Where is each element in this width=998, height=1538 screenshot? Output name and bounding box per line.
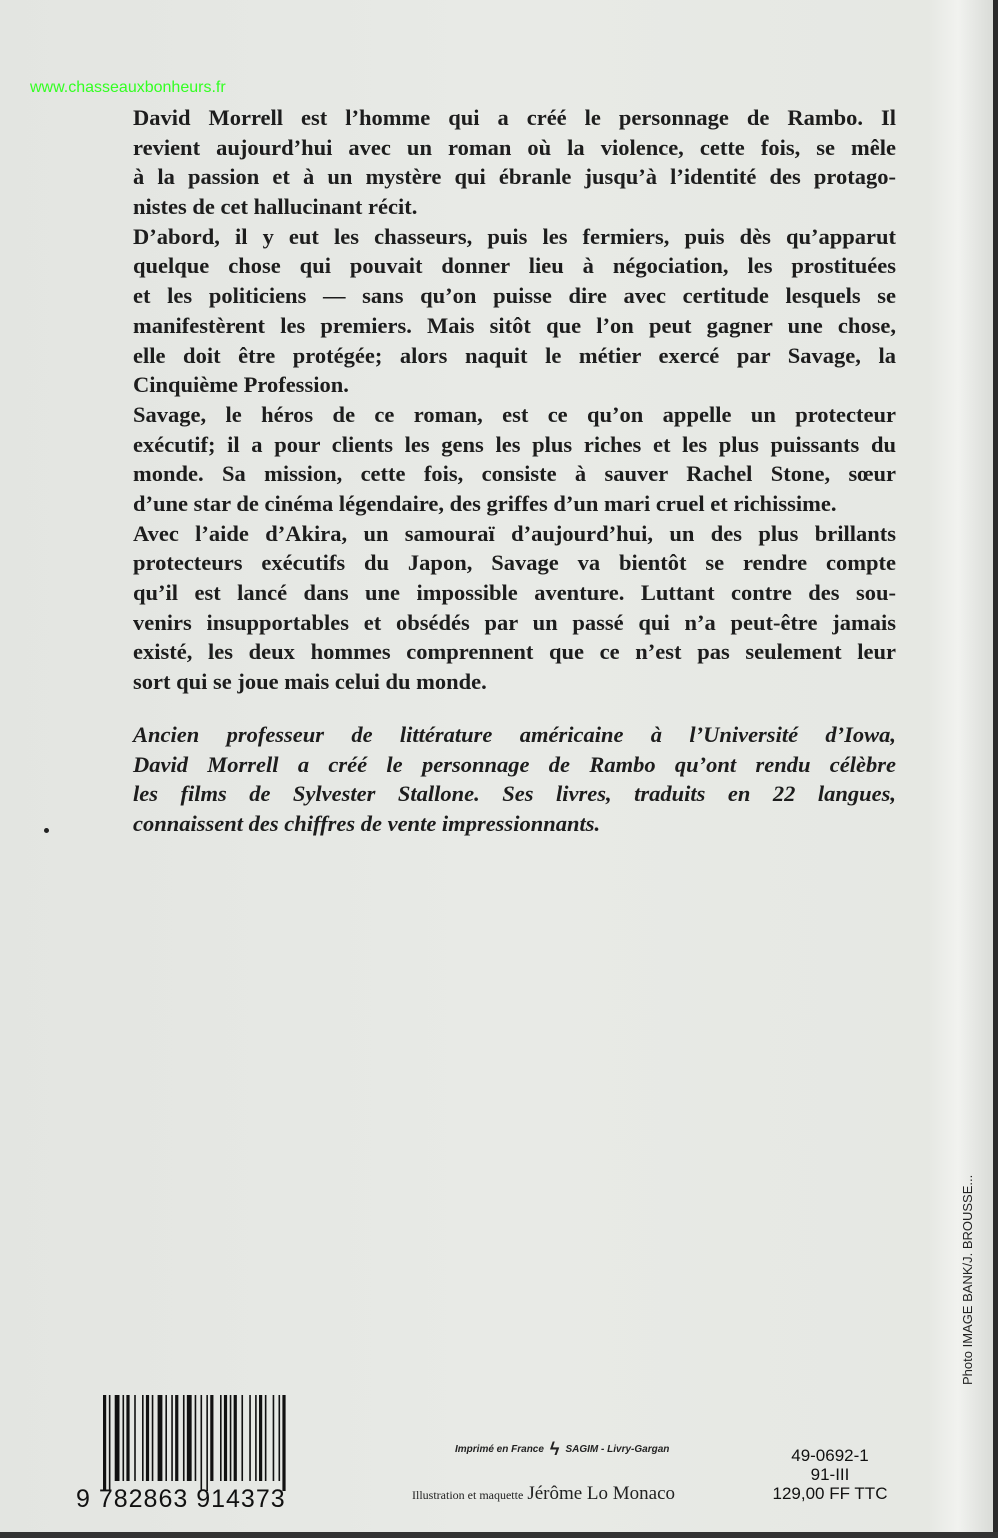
text-line: David Morrell est l’homme qui a créé le personnage de Rambo. Il bbox=[133, 105, 896, 130]
text-line: revient aujourd’hui avec un roman où la violence, cette fois, se mêle bbox=[133, 134, 896, 160]
text-line: exécutif; il a pour clients les gens les plus riches et les plus puissants du bbox=[133, 431, 896, 457]
price: 129,00 FF TTC bbox=[772, 1484, 888, 1503]
author-bio bbox=[133, 720, 896, 839]
barcode-bar bbox=[134, 1395, 136, 1481]
barcode-bar bbox=[234, 1395, 237, 1481]
barcode-bar bbox=[195, 1395, 197, 1481]
text-line: connaissent des chiffres de vente impressionnants. bbox=[133, 811, 601, 837]
page-bottom-edge bbox=[0, 1532, 998, 1538]
blurb-text bbox=[133, 103, 896, 697]
paragraph bbox=[133, 222, 896, 400]
printer-left: Imprimé en France bbox=[455, 1444, 544, 1456]
text-line: elle doit être protégée; alors naquit le métier exercé par Savage, la bbox=[133, 342, 896, 368]
series-code: 91-III bbox=[810, 1465, 850, 1484]
barcode-bar bbox=[259, 1395, 262, 1481]
barcode-bar bbox=[165, 1395, 167, 1481]
text-line: nistes de cet hallucinant récit. bbox=[133, 194, 418, 220]
text-line: à la passion et à un mystère qui ébranle jusqu’à l’identité des protago- bbox=[133, 164, 896, 190]
barcode-bar bbox=[187, 1395, 192, 1481]
printer-right: SAGIM - Livry-Gargan bbox=[565, 1444, 670, 1456]
barcode-bar bbox=[175, 1395, 178, 1481]
barcode-bar bbox=[103, 1395, 106, 1491]
watermark: www.chasseauxbonheurs.fr bbox=[30, 79, 226, 96]
barcode-bar bbox=[255, 1395, 257, 1481]
barcode-bar bbox=[282, 1395, 285, 1491]
printer-credit bbox=[455, 1439, 669, 1460]
paragraph bbox=[133, 400, 896, 519]
barcode-bar bbox=[109, 1395, 111, 1491]
text-line: protecteurs exécutifs du Japon, Savage va bientôt se rendre compte bbox=[133, 550, 896, 576]
barcode-bar bbox=[224, 1395, 227, 1481]
text-line: existé, les deux hommes comprennent que ce n’est pas seulement leur bbox=[133, 639, 896, 665]
barcode-bar bbox=[126, 1395, 129, 1481]
text-line: D’abord, il y eut les chasseurs, puis les fermiers, puis dès qu’apparut bbox=[133, 223, 896, 249]
barcode-bar bbox=[123, 1395, 125, 1481]
book-code: 49-0692-1 bbox=[791, 1446, 869, 1465]
text-line: et les politiciens — sans qu’on puisse dire avec certitude lesquels se bbox=[133, 283, 896, 309]
text-line: qu’il est lancé dans une impossible aventure. Luttant contre des sou- bbox=[133, 580, 896, 605]
barcode-bar bbox=[183, 1395, 185, 1481]
text-line: d’une star de cinéma légendaire, des griffes d’un mari cruel et richissime. bbox=[133, 490, 837, 516]
text-line: manifestèrent les premiers. Mais sitôt que l’on peut gagner une chose, bbox=[133, 312, 896, 338]
barcode-bar bbox=[265, 1395, 267, 1481]
speck bbox=[44, 828, 49, 833]
page-edge bbox=[993, 0, 998, 1538]
barcode-bar bbox=[158, 1395, 163, 1481]
barcode-bar bbox=[171, 1395, 173, 1481]
barcode-bar bbox=[241, 1395, 243, 1481]
text-line: Ancien professeur de littérature américaine à l’Université d’Iowa, bbox=[133, 722, 896, 747]
text-line: venirs insupportables et obsédés par un passé qui n’a peut-être jamais bbox=[133, 609, 896, 635]
text-line: monde. Sa mission, cette fois, consiste à sauver Rachel Stone, sœur bbox=[133, 461, 896, 487]
barcode-bar bbox=[201, 1395, 203, 1491]
barcode-bar bbox=[210, 1395, 213, 1481]
sagim-logo-icon: ϟ bbox=[549, 1439, 560, 1459]
photo-credit: Photo IMAGE BANK/J. BROUSSE... bbox=[960, 1174, 975, 1385]
barcode-digits: 9 782863 914373 bbox=[76, 1485, 286, 1513]
barcode-bar bbox=[249, 1395, 251, 1481]
text-line: David Morrell a créé le personnage de Rambo qu’ont rendu célèbre bbox=[133, 751, 896, 777]
text-line: quelque chose qui pouvait donner lieu à négociation, les prostituées bbox=[133, 253, 896, 279]
barcode-bar bbox=[115, 1395, 120, 1481]
paragraph bbox=[133, 519, 896, 697]
barcode-bar bbox=[142, 1395, 144, 1481]
barcode-bar bbox=[146, 1395, 149, 1481]
book-codes bbox=[760, 1446, 900, 1503]
barcode bbox=[103, 1395, 286, 1491]
text-line: Savage, le héros de ce roman, est ce qu’on appelle un protecteur bbox=[133, 401, 896, 427]
barcode-bar bbox=[279, 1395, 281, 1481]
illustrator-name: Jérôme Lo Monaco bbox=[527, 1483, 676, 1504]
text-line: sort qui se joue mais celui du monde. bbox=[133, 669, 487, 695]
barcode-bar bbox=[152, 1395, 154, 1481]
illustration-credit bbox=[412, 1483, 675, 1505]
text-line: Cinquième Profession. bbox=[133, 372, 349, 398]
text-line: Avec l’aide d’Akira, un samouraï d’aujourd’hui, un des plus brillants bbox=[133, 520, 896, 546]
barcode-bar bbox=[273, 1395, 275, 1481]
barcode-bar bbox=[230, 1395, 232, 1481]
barcode-bar bbox=[206, 1395, 208, 1491]
text-line: les films de Sylvester Stallone. Ses livres, traduits en 22 langues, bbox=[133, 781, 896, 807]
barcode-bar bbox=[220, 1395, 222, 1481]
paragraph bbox=[133, 103, 896, 222]
illustration-label: Illustration et maquette bbox=[412, 1488, 524, 1502]
